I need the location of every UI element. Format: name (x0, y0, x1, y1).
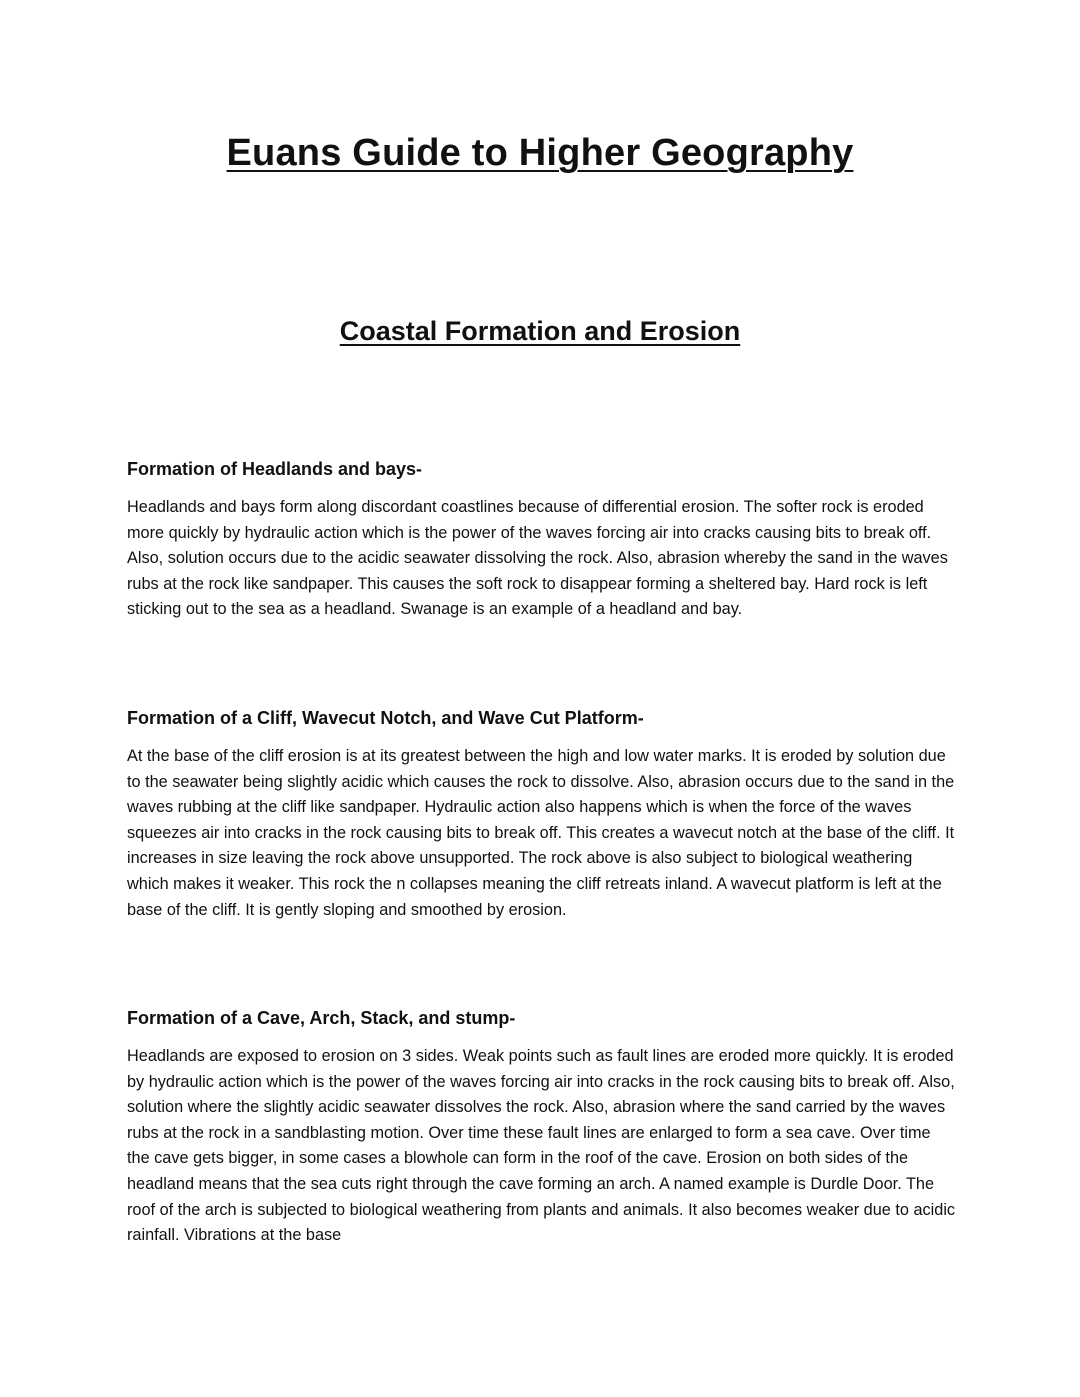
section-heading: Formation of Headlands and bays- (127, 459, 423, 479)
section-heading: Formation of a Cliff, Wavecut Notch, and Wave Cut Platform- (127, 708, 644, 728)
document-title: Euans Guide to Higher Geography (226, 132, 854, 174)
section-headlands-and-bays (127, 457, 957, 623)
section-body: Headlands are exposed to erosion on 3 sides. Weak points such as fault lines are eroded more quickly. It is eroded by hydraulic action which is the power of the waves forcing air into cracks in the rock causing bits to break off. Also, solution where the slightly acidic seawater dissolves the rock. Also, abrasion where the sand carried by the waves rubs at the rock in a sandblasting motion. Over time these fault lines are enlarged to form a sea cave. Over time the cave gets bigger, in some cases a blowhole can form in the roof of the cave. Erosion on both sides of the headland means that the sea cuts right through the cave forming an arch. A named example is Durdle Door. The roof of the arch is subjected to biological weathering from plants and animals. It also becomes weaker due to acidic rainfall. Vibrations at the base (127, 1047, 956, 1245)
section-cave-arch-stack-stump (127, 1006, 957, 1249)
section-heading: Formation of a Cave, Arch, Stack, and stump- (127, 1008, 516, 1028)
document-subtitle: Coastal Formation and Erosion (339, 316, 741, 346)
section-body: Headlands and bays form along discordant coastlines because of differential erosion. The softer rock is eroded more quickly by hydraulic action which is the power of the waves forcing air into cracks causing bits to break off. Also, solution occurs due to the acidic seawater dissolving the rock. Also, abrasion whereby the sand in the waves rubs at the rock like sandpaper. This causes the soft rock to disappear forming a sheltered bay. Hard rock is left sticking out to the sea as a headland. Swanage is an example of a headland and bay. (127, 498, 948, 619)
section-cliff-wavecut-notch-platform (127, 706, 957, 923)
section-body: At the base of the cliff erosion is at its greatest between the high and low water marks. It is eroded by solution due to the seawater being slightly acidic which causes the rock to dissolve. Also, abrasion occurs due to the sand in the waves rubbing at the cliff like sandpaper. Hydraulic action also happens which is when the force of the waves squeezes air into cracks in the rock causing bits to break off. This creates a wavecut notch at the base of the cliff. It increases in size leaving the rock above unsupported. The rock above is also subject to biological weathering which makes it weaker. This rock the n collapses meaning the cliff retreats inland. A wavecut platform is left at the base of the cliff. It is gently sloping and smoothed by erosion. (127, 747, 955, 919)
